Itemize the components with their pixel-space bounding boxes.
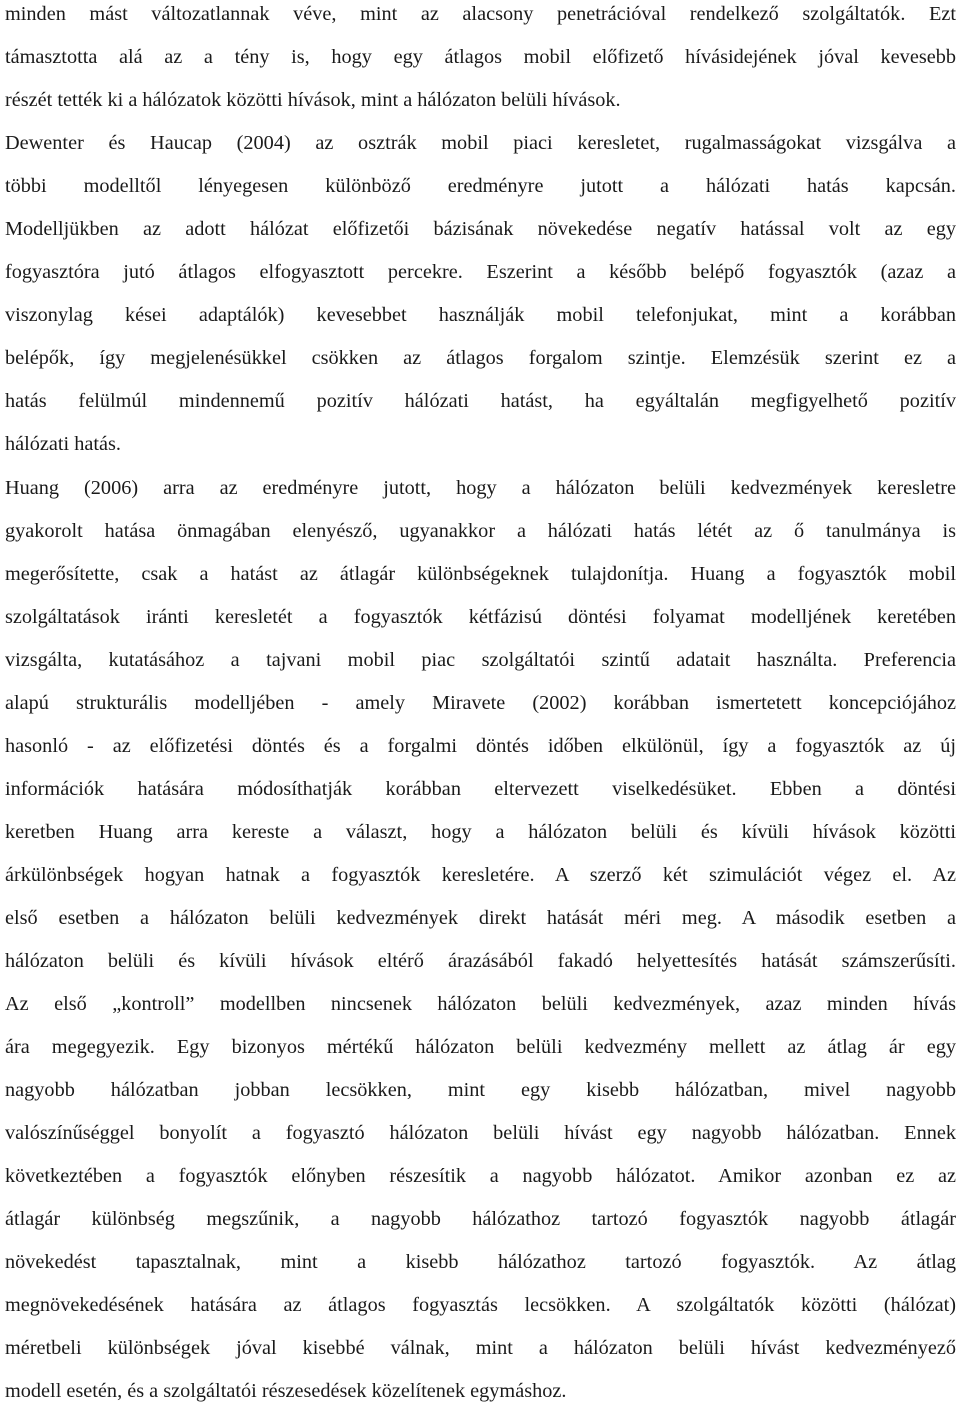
text-line: ára megegyezik. Egy bizonyos mértékű hálózaton belüli kedvezmény mellett az átlag ár egy: [5, 1036, 956, 1058]
text-line: megerősítette, csak a hatást az átlagár különbségeknek tulajdonítja. Huang a fogyasztók mobil: [5, 563, 956, 585]
text-line: többi modelltől lényegesen különböző eredményre jutott a hálózati hatás kapcsán.: [5, 175, 956, 197]
text-line: növekedést tapasztalnak, mint a kisebb hálózathoz tartozó fogyasztók. Az átlag: [5, 1251, 956, 1273]
text-line: átlagár különbség megszűnik, a nagyobb hálózathoz tartozó fogyasztók nagyobb átlagár: [5, 1208, 956, 1230]
text-line: hálózaton belüli és kívüli hívások eltérő árazásából fakadó helyettesítés hatását számszerűsíti.: [5, 950, 956, 972]
text-line: információk hatására módosíthatják korábban eltervezett viselkedésüket. Ebben a döntési: [5, 778, 956, 800]
text-line: megnövekedésének hatására az átlagos fogyasztás lecsökken. A szolgáltatók közötti (hálózat): [5, 1294, 956, 1316]
text-line: következtében a fogyasztók előnyben részesítik a nagyobb hálózatot. Amikor azonban ez az: [5, 1165, 956, 1187]
text-line: nagyobb hálózatban jobban lecsökken, mint egy kisebb hálózatban, mivel nagyobb: [5, 1079, 956, 1101]
text-line: viszonylag kései adaptálók) kevesebbet használják mobil telefonjukat, mint a korábban: [5, 304, 956, 326]
text-line: Huang (2006) arra az eredményre jutott, hogy a hálózaton belüli kedvezmények keresletre: [5, 477, 956, 499]
text-line: hatás felülmúl mindennemű pozitív hálózati hatást, ha egyáltalán megfigyelhető pozitív: [5, 390, 956, 412]
text-line: első esetben a hálózaton belüli kedvezmények direkt hatását méri meg. A második esetben a: [5, 907, 956, 929]
text-line: modell esetén, és a szolgáltatói részesedések közelítenek egymáshoz.: [5, 1380, 567, 1402]
text-line: Modelljükben az adott hálózat előfizetői bázisának növekedése negatív hatással volt az egy: [5, 218, 956, 240]
text-line: árkülönbségek hogyan hatnak a fogyasztók keresletére. A szerző két szimulációt végez el. Az: [5, 864, 956, 886]
text-line: Dewenter és Haucap (2004) az osztrák mobil piaci keresletet, rugalmasságokat vizsgálva a: [5, 132, 956, 154]
text-line: gyakorolt hatása önmagában elenyésző, ugyanakkor a hálózati hatás létét az ő tanulmánya is: [5, 520, 956, 542]
text-line: Az első „kontroll” modellben nincsenek hálózaton belüli kedvezmények, azaz minden hívás: [5, 993, 956, 1015]
text-line: támasztotta alá az a tény is, hogy egy átlagos mobil előfizető hívásidejének jóval kevesebb: [5, 46, 956, 68]
text-line: vizsgálta, kutatásához a tajvani mobil piac szolgáltatói szintű adatait használta. Preferencia: [5, 649, 956, 671]
text-line: méretbeli különbségek jóval kisebbé válnak, mint a hálózaton belüli hívást kedvezményező: [5, 1337, 956, 1359]
text-line: alapú strukturális modelljében - amely Miravete (2002) korábban ismertetett koncepciójához: [5, 692, 956, 714]
text-line: hálózati hatás.: [5, 433, 122, 455]
text-line: belépők, így megjelenésükkel csökken az átlagos forgalom szintje. Elemzésük szerint ez a: [5, 347, 956, 369]
text-line: hasonló - az előfizetési döntés és a forgalmi döntés időben elkülönül, így a fogyasztók az új: [5, 735, 956, 757]
text-line: szolgáltatások iránti keresletét a fogyasztók kétfázisú döntési folyamat modelljének keretében: [5, 606, 956, 628]
text-line: keretben Huang arra kereste a választ, hogy a hálózaton belüli és kívüli hívások közötti: [5, 821, 956, 843]
text-line: részét tették ki a hálózatok közötti hívások, mint a hálózaton belüli hívások.: [5, 89, 621, 111]
text-line: fogyasztóra jutó átlagos elfogyasztott percekre. Eszerint a később belépő fogyasztók (azaz a: [5, 261, 956, 283]
text-line: valószínűséggel bonyolít a fogyasztó hálózaton belüli hívást egy nagyobb hálózatban. Ennek: [5, 1122, 956, 1144]
text-line: minden mást változatlannak véve, mint az alacsony penetrációval rendelkező szolgáltatók. Ezt: [5, 3, 956, 25]
